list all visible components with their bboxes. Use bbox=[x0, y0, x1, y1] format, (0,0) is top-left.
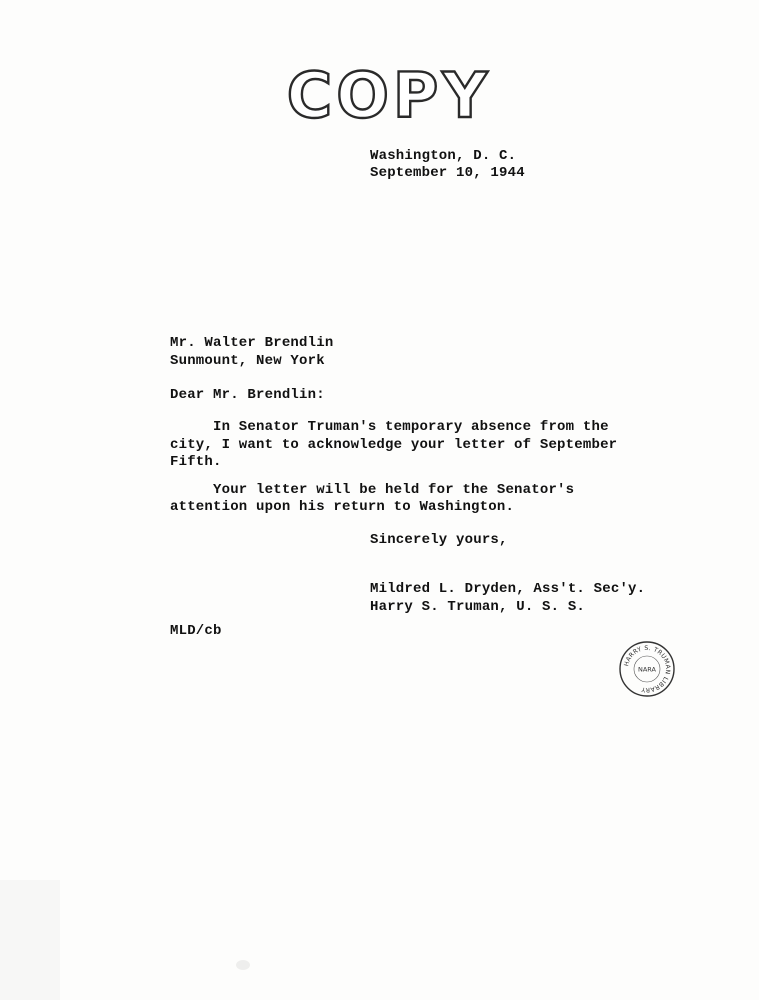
body-line: In Senator Truman's temporary absence from the bbox=[170, 419, 609, 435]
archive-seal bbox=[618, 640, 676, 698]
paper-smudge bbox=[236, 960, 250, 970]
paper-smudge bbox=[0, 880, 60, 1000]
signature-line-1: Mildred L. Dryden, Ass't. Sec'y. bbox=[370, 581, 646, 597]
recipient-name: Mr. Walter Brendlin bbox=[170, 335, 334, 351]
salutation: Dear Mr. Brendlin: bbox=[170, 387, 325, 403]
recipient-address: Sunmount, New York bbox=[170, 353, 325, 369]
copy-stamp bbox=[283, 62, 495, 128]
closing: Sincerely yours, bbox=[370, 532, 508, 548]
body-line: city, I want to acknowledge your letter of September bbox=[170, 437, 618, 453]
signature-line-2: Harry S. Truman, U. S. S. bbox=[370, 599, 586, 615]
dateline-date: September 10, 1944 bbox=[370, 165, 525, 181]
body-line: Your letter will be held for the Senator's bbox=[170, 482, 575, 498]
seal-inner-text: NARA bbox=[637, 665, 657, 674]
typist-initials: MLD/cb bbox=[170, 623, 222, 639]
copy-stamp-text: COPY bbox=[286, 62, 492, 128]
body-line: attention upon his return to Washington. bbox=[170, 499, 515, 515]
body-line: Fifth. bbox=[170, 454, 222, 470]
dateline-place: Washington, D. C. bbox=[370, 148, 517, 164]
seal-outer-text: HARRY S. TRUMAN LIBRARY bbox=[623, 644, 672, 694]
